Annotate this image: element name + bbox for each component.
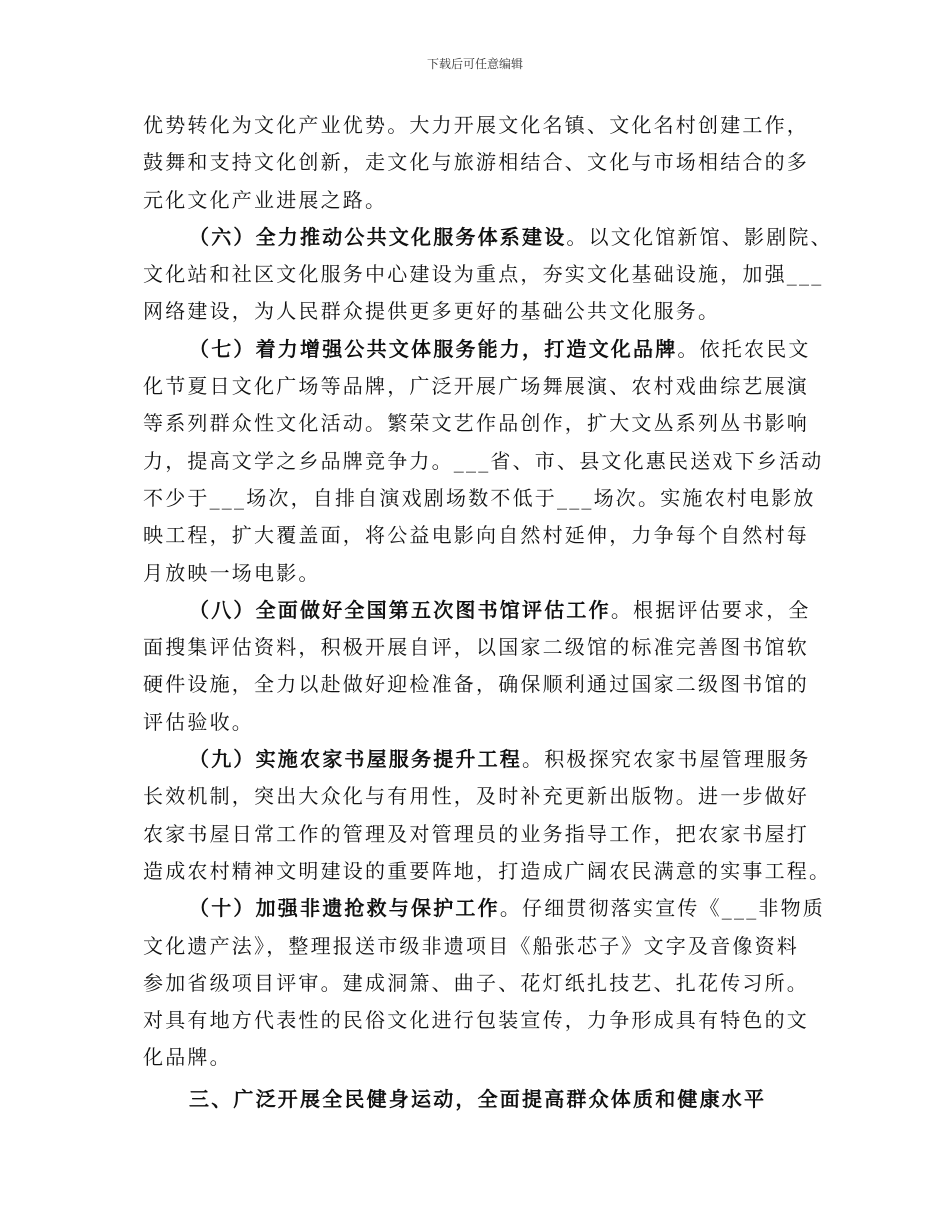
text-line: 文化遗产法》，整理报送市级非遗项目《船张芯子》文字及音像资料 (143, 933, 799, 958)
text-line: 造成农村精神文明建设的重要阵地，打造成广阔农民满意的实事工程。 (143, 858, 832, 883)
text-line: 鼓舞和支持文化创新，走文化与旅游相结合、文化与市场相结合的多 (143, 150, 809, 175)
text-line: 化节夏日文化广场等品牌，广泛开展广场舞展演、农村戏曲综艺展演 (143, 374, 809, 399)
text-line: 月放映一场电影。 (143, 560, 321, 585)
text-line: 不少于___场次，自排自演戏剧场数不低于___场次。实施农村电影放 (143, 485, 816, 510)
section-9-title: （九）实施农家书屋服务提升工程 (189, 747, 522, 772)
text-line: 硬件设施，全力以赴做好迎检准备，确保顺利通过国家二级图书馆的 (143, 672, 809, 697)
section-10-title: （十）加强非遗抢救与保护工作 (189, 896, 500, 921)
text-line: 等系列群众性文化活动。繁荣文艺作品创作，扩大文丛系列丛书影响 (143, 411, 809, 436)
text-line: 文化站和社区文化服务中心建设为重点，夯实文化基础设施，加强___ (143, 262, 824, 287)
section-8-heading-line: （八）全面做好全国第五次图书馆评估工作。根据评估要求，全 (189, 597, 811, 622)
text-line: 优势转化为文化产业优势。大力开展文化名镇、文化名村创建工作， (143, 113, 809, 137)
section-9-heading-line: （九）实施农家书屋服务提升工程。积极探究农家书屋管理服务 (189, 747, 811, 772)
text-line: 参加省级项目评审。建成洞箫、曲子、花灯纸扎技艺、扎花传习所。 (143, 970, 809, 995)
text-line: 评估验收。 (143, 709, 254, 734)
section-7-title: （七）着力增强公共文体服务能力，打造文化品牌 (189, 336, 678, 361)
chapter-3-heading: 三、广泛开展全民健身运动，全面提高群众体质和健康水平 (189, 1086, 767, 1111)
section-8-title: （八）全面做好全国第五次图书馆评估工作 (189, 597, 611, 622)
text-line: 农家书屋日常工作的管理及对管理员的业务指导工作，把农家书屋打 (143, 821, 809, 846)
text-line: 力，提高文学之乡品牌竞争力。___省、市、县文化惠民送戏下乡活动 (143, 448, 824, 473)
section-6-title: （六）全力推动公共文化服务体系建设 (189, 224, 567, 249)
section-10-heading-line: （十）加强非遗抢救与保护工作。仔细贯彻落实宣传《___非物质 (189, 896, 826, 921)
text-line: 元化文化产业进展之路。 (143, 187, 388, 212)
text-line: 网络建设，为人民群众提供更多更好的基础公共文化服务。 (143, 299, 721, 324)
section-6-heading-line: （六）全力推动公共文化服务体系建设。以文化馆新馆、影剧院、 (189, 224, 833, 249)
text-line: 化品牌。 (143, 1045, 232, 1070)
text-line: 映工程，扩大覆盖面，将公益电影向自然村延伸，力争每个自然村每 (143, 523, 809, 548)
text-line: 面搜集评估资料，积极开展自评，以国家二级馆的标准完善图书馆软 (143, 635, 809, 660)
text-line: 长效机制，突出大众化与有用性，及时补充更新出版物。进一步做好 (143, 784, 809, 809)
section-7-heading-line: （七）着力增强公共文体服务能力，打造文化品牌。依托农民文 (189, 336, 811, 361)
document-body (143, 107, 833, 1122)
text-line: 对具有地方代表性的民俗文化进行包装宣传，力争形成具有特色的文 (143, 1008, 809, 1033)
page-header: 下载后可任意编辑 (426, 57, 523, 71)
